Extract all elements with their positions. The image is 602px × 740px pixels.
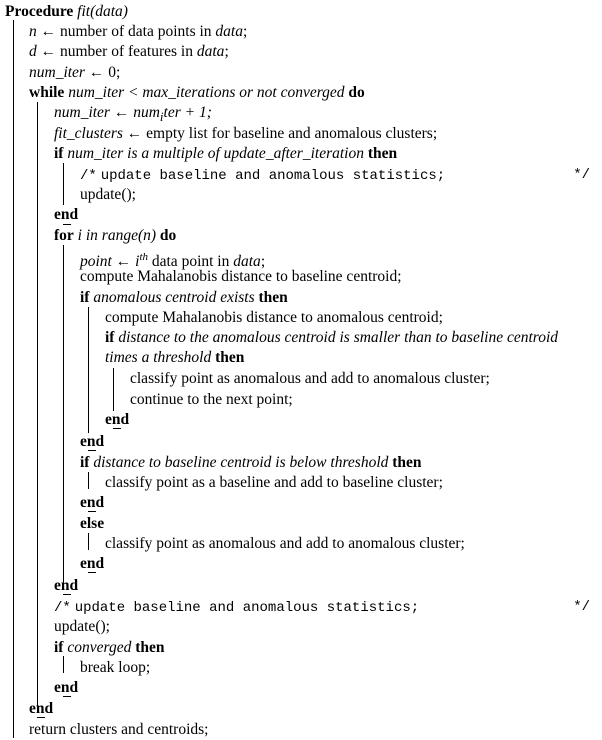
end-keyword: end	[80, 555, 105, 572]
line-compute-anomalous: compute Mahalanobis distance to anomalous centroid;	[105, 309, 443, 326]
end-keyword: end	[29, 700, 54, 717]
else-keyword: else	[80, 515, 105, 532]
line-classify-baseline: classify point as a baseline and add to baseline cluster;	[105, 474, 443, 491]
if-update-bar	[63, 163, 64, 205]
line-classify-anomalous-else: classify point as anomalous and add to anomalous cluster;	[105, 535, 465, 552]
end-keyword: end	[105, 411, 130, 428]
line-if-anomalous-exists: if anomalous centroid exists then	[80, 289, 288, 306]
line-point-assign: point ← $i^{th}$ data point in data;	[80, 251, 266, 271]
for-bar	[63, 245, 64, 587]
procedure-header	[5, 2, 128, 22]
procedure-keyword: Procedure	[5, 3, 74, 20]
if-converged-bar	[63, 656, 64, 673]
line-if-distance-cont: times a threshold then	[105, 349, 245, 366]
line-fit-clusters: fit_clusters ← empty list for baseline and anomalous clusters;	[54, 125, 438, 142]
line-if-distance: if distance to the anomalous centroid is smaller than to baseline centroid	[105, 329, 559, 346]
line-if-multiple: if num_iter is a multiple of update_after_iteration then	[54, 145, 398, 162]
line-increment-iter: num_iter ← num$_i$ter + 1;	[54, 104, 212, 125]
line-classify-anomalous: classify point as anomalous and add to anomalous cluster;	[130, 370, 490, 387]
end-keyword: end	[54, 577, 79, 594]
line-update-call: update();	[54, 618, 110, 635]
end-keyword: end	[80, 433, 105, 450]
line-continue: continue to the next point;	[130, 391, 293, 408]
end-keyword: end	[80, 494, 105, 511]
if-baseline-bar	[88, 472, 89, 489]
procedure-name: fit(data)	[77, 3, 128, 20]
line-while: while num_iter < max_iterations or not converged do	[29, 84, 365, 101]
line-assign-n: n ← number of data points in data;	[29, 23, 248, 40]
end-keyword: end	[54, 679, 79, 696]
line-if-converged: if converged then	[54, 639, 165, 656]
if-distance-bar	[113, 368, 114, 411]
line-break: break loop;	[80, 659, 151, 676]
line-init-iter: num_iter ← 0;	[29, 64, 121, 81]
else-bar	[88, 533, 89, 550]
line-return: return clusters and centroids;	[29, 721, 209, 738]
comment-update-stats: /* update baseline and anomalous statistics; */	[80, 167, 590, 184]
procedure-bar	[13, 20, 14, 738]
end-keyword: end	[54, 206, 79, 223]
while-bar	[37, 102, 38, 709]
line-for: for i in range(n) do	[54, 227, 177, 244]
line-update-call: update();	[80, 186, 136, 203]
comment-update-stats: /* update baseline and anomalous statistics; */	[54, 599, 590, 616]
line-compute-baseline: compute Mahalanobis distance to baseline centroid;	[80, 268, 402, 285]
line-assign-d: d ← number of features in data;	[29, 43, 229, 60]
line-if-baseline: if distance to baseline centroid is below threshold then	[80, 454, 422, 471]
if-anomalous-exists-bar	[88, 307, 89, 433]
